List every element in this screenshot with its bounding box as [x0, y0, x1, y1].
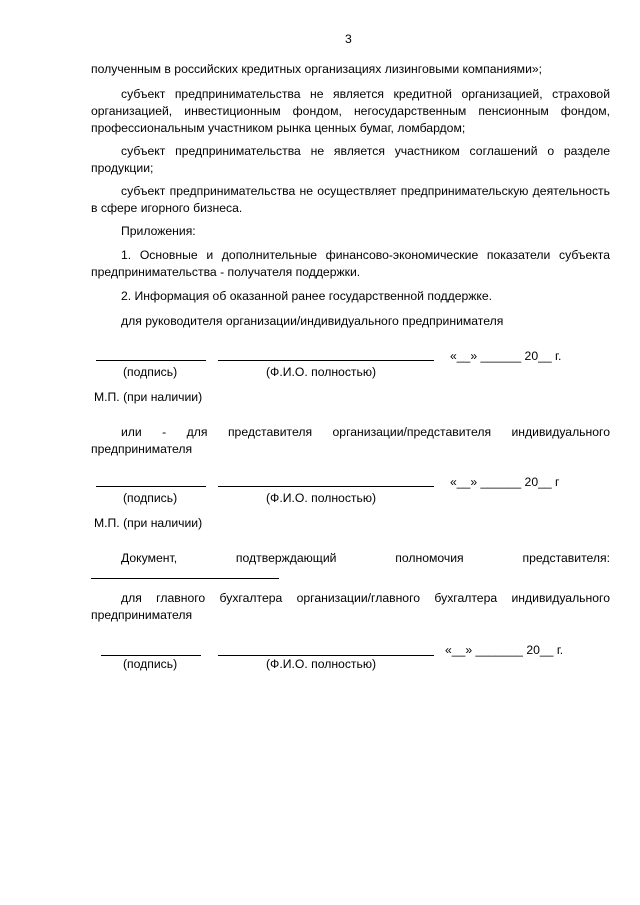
appendix-1: 1. Основные и дополнительные финансово-экономические показатели субъекта предпринимательства - получателя поддержки. [91, 248, 610, 279]
fio-caption: (Ф.И.О. полностью) [266, 365, 377, 379]
signature-line[interactable] [96, 360, 206, 361]
appendices-heading: Приложения: [121, 224, 196, 238]
paragraph-not-credit-org: субъект предпринимательства не является кредитной организацией, страховой организацией, инвестиционным фондом, негосударственным пенсионным фондом, профессиональным участником рынка ценных бумаг, ломбардом; [91, 87, 610, 135]
signature-caption: (подпись) [123, 365, 178, 379]
authority-document-line[interactable] [91, 578, 279, 579]
signature-caption: (подпись) [123, 491, 178, 505]
stamp-label: М.П. (при наличии) [94, 390, 203, 404]
date-field[interactable]: «__» ______ 20__ г [450, 475, 560, 489]
fio-caption: (Ф.И.О. полностью) [266, 491, 377, 505]
for-chief-accountant-label: для главного бухгалтера организации/главного бухгалтера индивидуального предпринимателя [91, 591, 610, 622]
appendix-2: 2. Информация об оказанной ранее государственной поддержке. [121, 289, 493, 303]
fio-caption: (Ф.И.О. полностью) [266, 657, 377, 671]
fio-line[interactable] [218, 360, 434, 361]
fio-line[interactable] [218, 486, 434, 487]
for-representative-label: или - для представителя организации/представителя индивидуального предпринимателя [91, 425, 610, 456]
paragraph-leasing: полученным в российских кредитных организациях лизинговыми компаниями»; [91, 62, 543, 76]
date-field[interactable]: «__» _______ 20__ г. [445, 643, 564, 657]
paragraph-not-psa: субъект предпринимательства не является участником соглашений о разделе продукции; [91, 144, 610, 175]
for-head-label: для руководителя организации/индивидуального предпринимателя [121, 314, 504, 328]
page-number: 3 [345, 32, 352, 46]
signature-caption: (подпись) [123, 657, 178, 671]
date-field[interactable]: «__» ______ 20__ г. [450, 349, 562, 363]
paragraph-not-gambling: субъект предпринимательства не осуществляет предпринимательскую деятельность в сфере игорного бизнеса. [91, 184, 610, 215]
signature-line[interactable] [96, 486, 206, 487]
stamp-label: М.П. (при наличии) [94, 516, 203, 530]
authority-document-label: Документ, подтверждающий полномочия представителя: [121, 551, 610, 565]
